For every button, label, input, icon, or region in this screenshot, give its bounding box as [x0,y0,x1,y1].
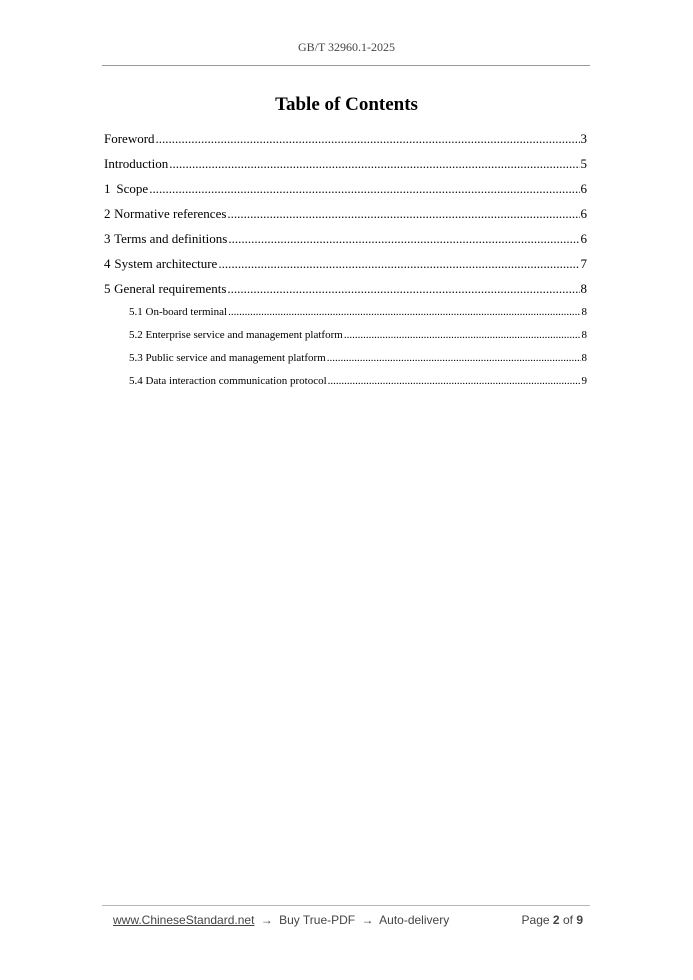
running-header: GB/T 32960.1-2025 [297,40,396,54]
toc-subentry-label: 5.3 Public service and management platform [129,352,326,364]
toc-entry-number: 3 [104,231,111,246]
toc-entry-label: Scope [116,181,149,196]
toc-subentry-on-board-terminal[interactable] [129,305,587,319]
toc-entry-terms-and-definitions[interactable] [104,231,587,247]
toc-leader-dots [227,206,579,222]
toc-subentry-page: 8 [581,329,587,341]
toc-entry-label: Introduction [104,156,169,171]
auto-delivery-text: Auto-delivery [379,913,450,927]
header-divider [102,65,590,66]
toc-entry-label: Foreword [104,131,155,146]
toc-entry-scope[interactable] [104,181,587,197]
toc-leader-dots [327,351,581,365]
toc-leader-dots [328,374,581,388]
arrow-icon: → [361,913,374,927]
toc-leader-dots [228,305,580,319]
toc-subentry-public-platform[interactable] [129,351,587,365]
buy-pdf-text: Buy True-PDF [279,913,356,927]
toc-subentry-label: 5.4 Data interaction communication protocol [129,375,327,387]
toc-entry-system-architecture[interactable] [104,256,587,272]
toc-leader-dots [218,256,579,272]
toc-entry-page: 8 [580,281,587,296]
page-indicator [522,913,583,927]
toc-entry-number: 5 [104,281,111,296]
toc-subentry-page: 9 [581,375,587,387]
toc-entry-label: Normative references [114,206,227,221]
toc-entry-page: 3 [580,131,587,146]
toc-entry-label: General requirements [114,281,227,296]
toc-entry-page: 5 [580,156,587,171]
page-word: Page [521,913,550,927]
page-title: Table of Contents [275,94,418,115]
toc-leader-dots [169,156,579,172]
toc-leader-dots [156,131,580,147]
toc-subentry-enterprise-platform[interactable] [129,328,587,342]
current-page-number: 2 [552,913,560,927]
toc-entry-number: 1 [104,181,111,196]
toc-entry-page: 6 [580,231,587,246]
toc-entry-label: Terms and definitions [114,231,228,246]
toc-subentry-page: 8 [581,306,587,318]
toc-leader-dots [228,231,579,247]
footer-divider [102,905,590,906]
toc-entry-introduction[interactable] [104,156,587,172]
toc-subentry-label: 5.2 Enterprise service and management platform [129,329,343,341]
toc-subentry-label: 5.1 On-board terminal [129,306,228,318]
toc-entry-number: 4 [104,256,111,271]
toc-subentry-page: 8 [581,352,587,364]
toc-entry-page: 7 [580,256,587,271]
toc-entry-general-requirements[interactable] [104,281,587,297]
toc-leader-dots [344,328,581,342]
toc-subentry-data-protocol[interactable] [129,374,587,388]
total-pages-number: 9 [576,913,583,927]
toc-leader-dots [149,181,579,197]
toc-entry-label: System architecture [114,256,218,271]
site-link[interactable]: www.ChineseStandard.net [113,913,255,927]
toc-entry-foreword[interactable] [104,131,587,147]
toc-entry-page: 6 [580,206,587,221]
toc-entry-page: 6 [580,181,587,196]
page-footer [113,913,583,927]
toc-entry-normative-references[interactable] [104,206,587,222]
page-of-word: of [562,913,573,927]
arrow-icon: → [260,913,273,927]
toc-entry-number: 2 [104,206,111,221]
toc-leader-dots [227,281,579,297]
